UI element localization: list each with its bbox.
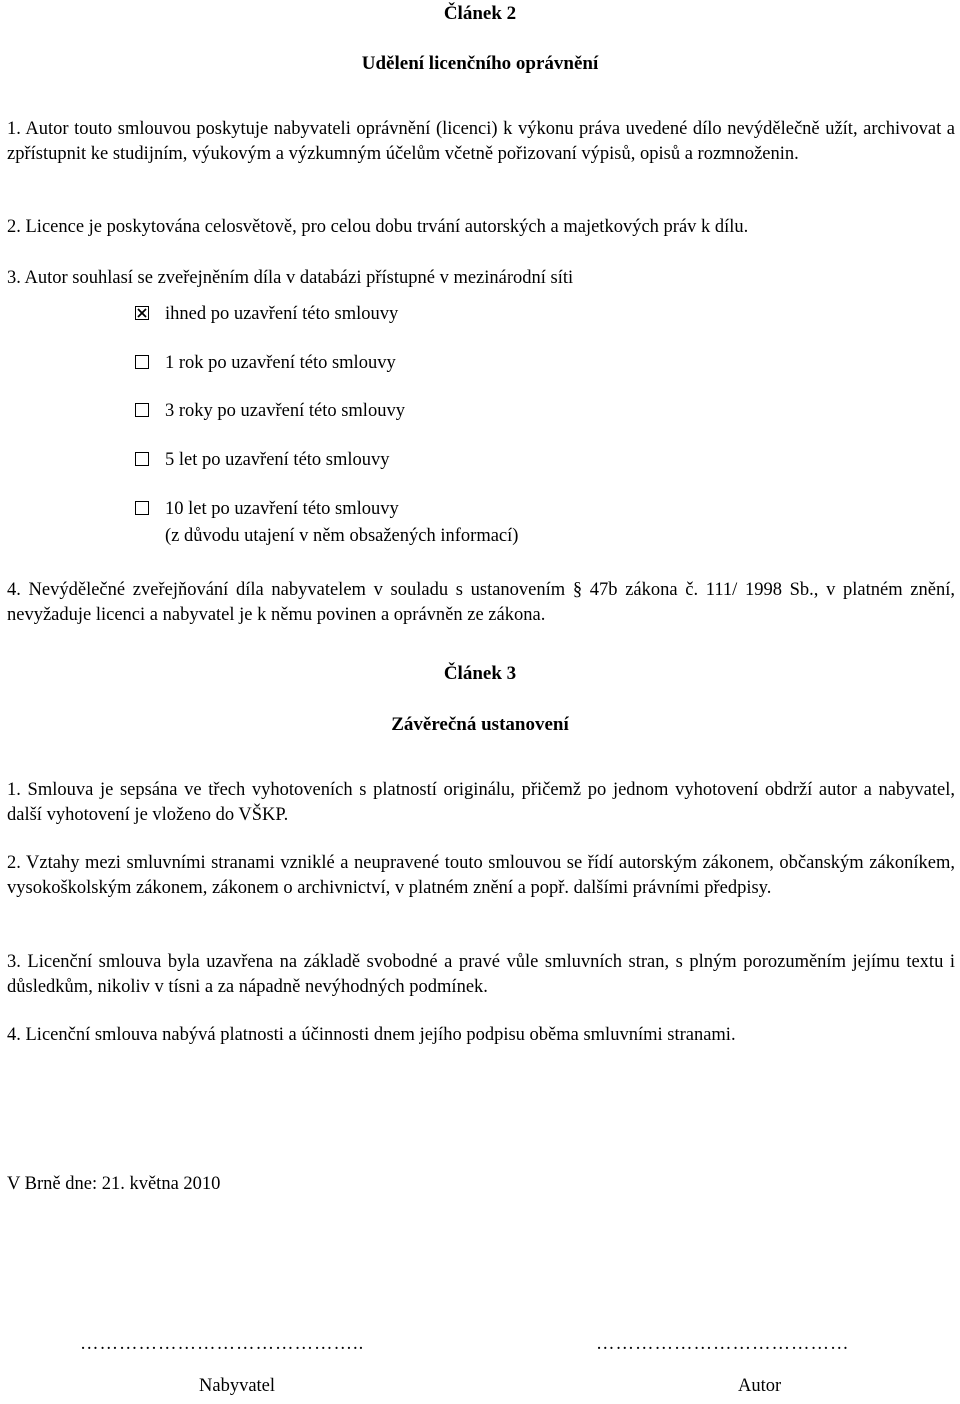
signature-label-author: Autor [738,1376,782,1396]
option-5-years[interactable] [135,448,390,472]
article-2-paragraph-2: 2. Licence je poskytována celosvětově, pro celou dobu trvání autorských a majetkových práv k dílu. [7,217,749,237]
option-label: ihned po uzavření této smlouvy [165,304,399,324]
checkbox-checked-icon[interactable] [135,306,149,320]
article-3-paragraph-2: 2. Vztahy mezi smluvními stranami vzniklé a neupravené touto smlouvou se řídí autorským zákonem, občanským zákoníkem, vysokoškolským zákonem, zákonem o archivnictví, v platném znění a popř. dalšími právními předpisy. [7,853,955,898]
article-2-heading: Článek 2 [443,3,517,24]
signature-line-right: ………………………………… [596,1334,850,1354]
option-label: 1 rok po uzavření této smlouvy [165,353,396,373]
option-3-years[interactable] [135,399,405,423]
article-3-subheading: Závěrečná ustanovení [391,714,569,735]
article-3-paragraph-4: 4. Licenční smlouva nabývá platnosti a účinnosti dnem jejího podpisu oběma smluvními stranami. [7,1025,736,1045]
article-3-paragraph-1: 1. Smlouva je sepsána ve třech vyhotoveních s platností originálu, přičemž po jednom vyhotovení obdrží autor a nabyvatel, další vyhotovení je vloženo do VŠKP. [7,780,955,825]
signature-label-licensee: Nabyvatel [199,1376,276,1396]
signature-line-left: …………………………………….. [80,1334,365,1354]
article-2-subheading: Udělení licenčního oprávnění [361,53,599,74]
option-label: 10 let po uzavření této smlouvy [165,499,399,519]
place-and-date: V Brně dne: 21. května 2010 [7,1174,221,1194]
checkbox-icon[interactable] [135,452,149,466]
option-label: 5 let po uzavření této smlouvy [165,450,390,470]
option-immediately[interactable] [135,302,398,326]
checkbox-icon[interactable] [135,403,149,417]
article-2-paragraph-1: 1. Autor touto smlouvou poskytuje nabyvateli oprávnění (licenci) k výkonu práva uvedené dílo nevýdělečně užít, archivovat a zpřístupnit ke studijním, výukovým a výzkumným účelům včetně pořizovaní výpisů, opisů a rozmnoženin. [7,119,955,164]
option-label: 3 roky po uzavření této smlouvy [165,401,405,421]
option-10-years[interactable] [135,497,399,521]
article-2-paragraph-3: 3. Autor souhlasí se zveřejněním díla v databázi přístupné v mezinárodní síti [7,268,574,288]
checkbox-icon[interactable] [135,355,149,369]
option-1-year[interactable] [135,351,396,375]
article-3-heading: Článek 3 [443,663,517,684]
article-3-paragraph-3: 3. Licenční smlouva byla uzavřena na základě svobodné a pravé vůle smluvních stran, s plným porozuměním jejímu textu i důsledkům, nikoliv v tísni a za nápadně nevýhodných podmínek. [7,952,955,997]
option-note: (z důvodu utajení v něm obsažených informací) [165,526,519,546]
checkbox-icon[interactable] [135,501,149,515]
article-2-paragraph-4: 4. Nevýdělečné zveřejňování díla nabyvatelem v souladu s ustanovením § 47b zákona č. 111/ 1998 Sb., v platném znění, nevyžaduje licenci a nabyvatel je k němu povinen a oprávněn ze zákona. [7,580,955,625]
